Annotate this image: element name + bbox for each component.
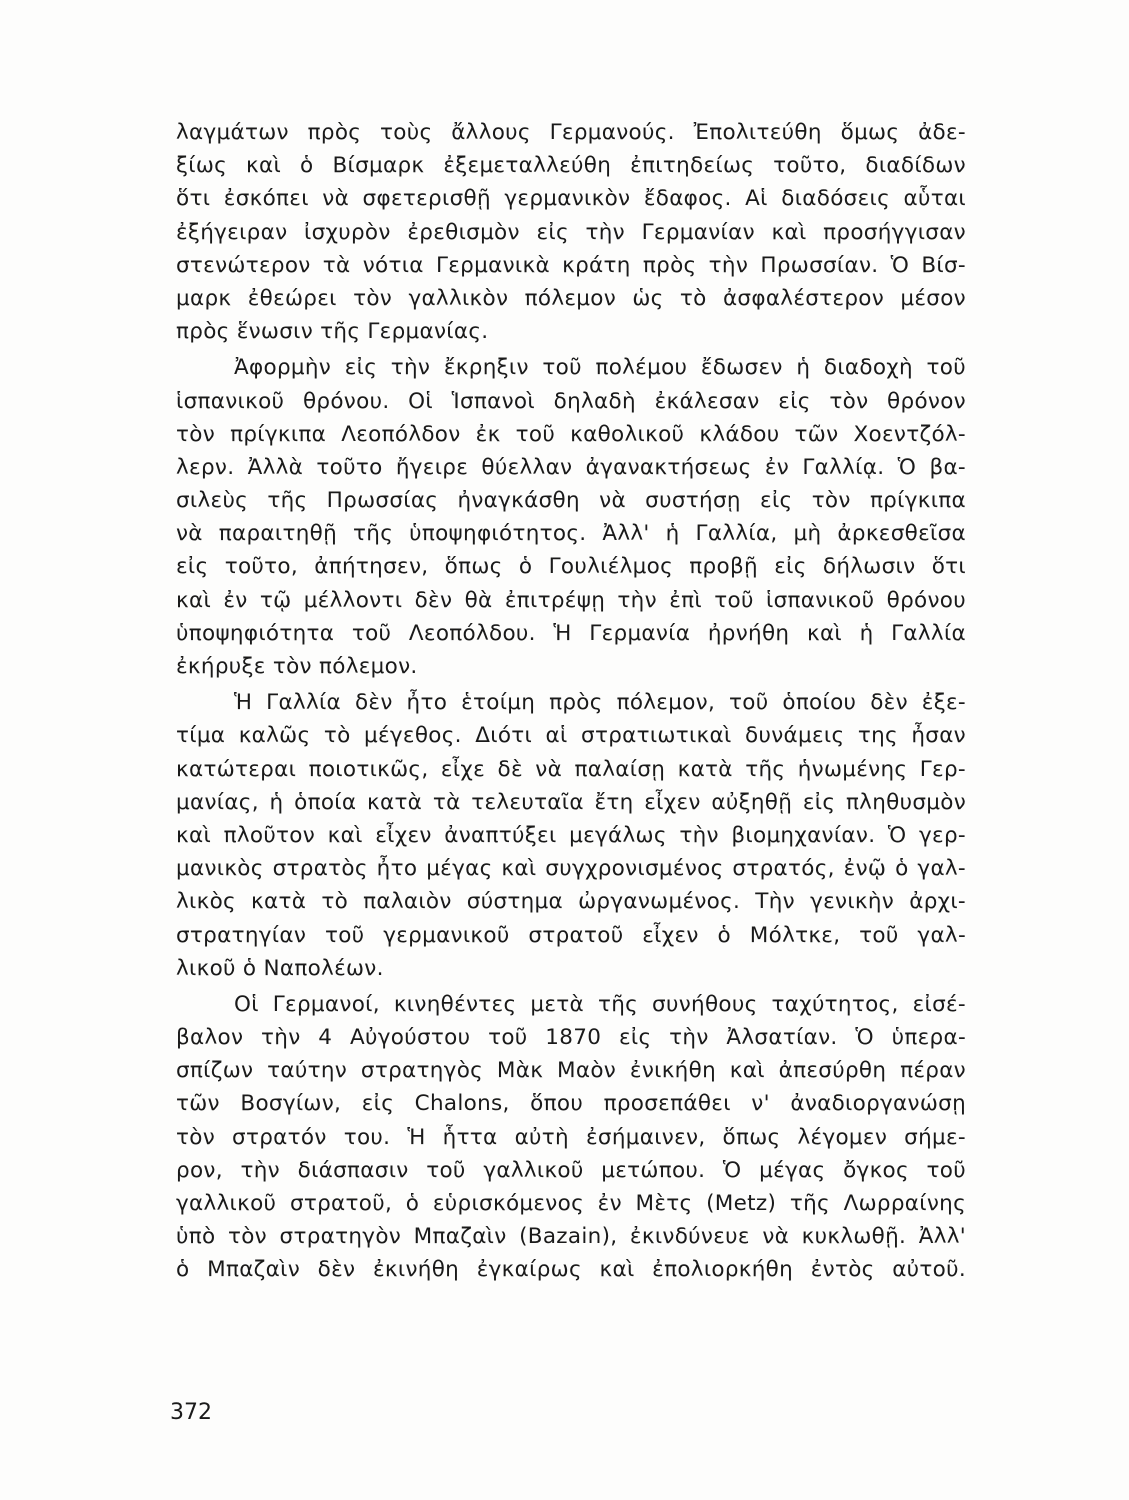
paragraph-2	[176, 351, 966, 683]
text-line: σιλεὺς τῆς Πρωσσίας ἠναγκάσθη νὰ συστήσῃ εἰς τὸν πρίγκιπα	[176, 488, 966, 514]
text-line: κατώτεραι ποιοτικῶς, εἶχε δὲ νὰ παλαίσῃ κατὰ τῆς ἡνωμένης Γερ-	[176, 756, 966, 782]
paragraph-1	[176, 116, 966, 348]
text-line: μανικὸς στρατὸς ἦτο μέγας καὶ συγχρονισμένος στρατός, ἐνῷ ὁ γαλ-	[176, 856, 966, 882]
text-line: τὸν πρίγκιπα Λεοπόλδον ἐκ τοῦ καθολικοῦ κλάδου τῶν Χοεντζόλ-	[176, 421, 966, 447]
text-line: Ἡ Γαλλία δὲν ἦτο ἑτοίμη πρὸς πόλεμον, τοῦ ὁποίου δὲν ἐξε-	[234, 690, 966, 716]
text-line: λερν. Ἀλλὰ τοῦτο ἤγειρε θύελλαν ἀγανακτήσεως ἐν Γαλλίᾳ. Ὁ βα-	[176, 454, 966, 480]
body-text	[176, 116, 966, 1290]
paragraph-3	[176, 686, 966, 985]
text-line: σπίζων ταύτην στρατηγὸς Μὰκ Μαὸν ἐνικήθη καὶ ἀπεσύρθη πέραν	[176, 1058, 966, 1084]
text-line: τὸν στρατόν του. Ἡ ἧττα αὐτὴ ἐσήμαινεν, ὅπως λέγομεν σήμε-	[176, 1124, 966, 1150]
text-line: καὶ πλοῦτον καὶ εἶχεν ἀναπτύξει μεγάλως τὴν βιομηχανίαν. Ὁ γερ-	[176, 822, 966, 848]
text-line: τίμα καλῶς τὸ μέγεθος. Διότι αἱ στρατιωτικαὶ δυνάμεις της ἦσαν	[176, 723, 966, 749]
text-line: μαρκ ἐθεώρει τὸν γαλλικὸν πόλεμον ὡς τὸ ἀσφαλέστερον μέσον	[176, 285, 966, 311]
text-line: ὁ Μπαζαὶν δὲν ἐκινήθη ἐγκαίρως καὶ ἐπολιορκήθη ἐντὸς αὐτοῦ.	[176, 1257, 966, 1283]
text-line: γαλλικοῦ στρατοῦ, ὁ εὑρισκόμενος ἐν Μὲτς (Metz) τῆς Λωρραίνης	[176, 1191, 966, 1216]
text-line: βαλον τὴν 4 Αὐγούστου τοῦ 1870 εἰς τὴν Ἀλσατίαν. Ὁ ὑπερα-	[176, 1025, 966, 1051]
text-line: μανίας, ἡ ὁποία κατὰ τὰ τελευταῖα ἔτη εἶχεν αὐξηθῇ εἰς πληθυσμὸν	[176, 789, 966, 815]
text-line: καὶ ἐν τῷ μέλλοντι δὲν θὰ ἐπιτρέψῃ τὴν ἐπὶ τοῦ ἱσπανικοῦ θρόνου	[176, 587, 966, 613]
text-line: ὅτι ἐσκόπει νὰ σφετερισθῇ γερμανικὸν ἔδαφος. Αἱ διαδόσεις αὗται	[176, 186, 966, 212]
text-line: λαγμάτων πρὸς τοὺς ἄλλους Γερμανούς. Ἐπολιτεύθη ὅμως ἀδε-	[176, 120, 966, 145]
text-line: στενώτερον τὰ νότια Γερμανικὰ κράτη πρὸς τὴν Πρωσσίαν. Ὁ Βίσ-	[176, 252, 966, 278]
text-line: τῶν Βοσγίων, εἰς Chalons, ὅπου προσεπάθει ν' ἀναδιοργανώσῃ	[176, 1091, 966, 1117]
text-line: εἰς τοῦτο, ἀπήτησεν, ὅπως ὁ Γουλιέλμος προβῇ εἰς δήλωσιν ὅτι	[176, 554, 966, 580]
text-line: ὑπὸ τὸν στρατηγὸν Μπαζαὶν (Bazain), ἐκινδύνευε νὰ κυκλωθῇ. Ἀλλ'	[176, 1224, 966, 1250]
text-line: λικοῦ ὁ Ναπολέων.	[176, 955, 384, 981]
text-line: Οἱ Γερμανοί, κινηθέντες μετὰ τῆς συνήθους ταχύτητος, εἰσέ-	[234, 991, 966, 1017]
text-line: ρον, τὴν διάσπασιν τοῦ γαλλικοῦ μετώπου. Ὁ μέγας ὄγκος τοῦ	[176, 1157, 966, 1183]
text-line: ὑποψηφιότητα τοῦ Λεοπόλδου. Ἡ Γερμανία ἠρνήθη καὶ ἡ Γαλλία	[176, 620, 966, 646]
text-line: ἱσπανικοῦ θρόνου. Οἱ Ἱσπανοὶ δηλαδὴ ἐκάλεσαν εἰς τὸν θρόνον	[176, 388, 966, 414]
text-line: Ἀφορμὴν εἰς τὴν ἔκρηξιν τοῦ πολέμου ἔδωσεν ἡ διαδοχὴ τοῦ	[234, 355, 966, 381]
text-line: ξίως καὶ ὁ Βίσμαρκ ἐξεμεταλλεύθη ἐπιτηδείως τοῦτο, διαδίδων	[176, 153, 966, 179]
text-line: νὰ παραιτηθῇ τῆς ὑποψηφιότητος. Ἀλλ' ἡ Γαλλία, μὴ ἀρκεσθεῖσα	[176, 521, 966, 547]
text-line: λικὸς κατὰ τὸ παλαιὸν σύστημα ὠργανωμένος. Τὴν γενικὴν ἀρχι-	[176, 889, 966, 915]
text-line: πρὸς ἕνωσιν τῆς Γερμανίας.	[176, 319, 489, 345]
text-line: ἐκήρυξε τὸν πόλεμον.	[176, 654, 418, 679]
paragraph-4	[176, 988, 966, 1287]
text-line: στρατηγίαν τοῦ γερμανικοῦ στρατοῦ εἶχεν ὁ Μόλτκε, τοῦ γαλ-	[176, 922, 966, 948]
page-number: 372	[170, 1400, 212, 1425]
text-line: ἐξήγειραν ἰσχυρὸν ἐρεθισμὸν εἰς τὴν Γερμανίαν καὶ προσήγγισαν	[176, 219, 966, 245]
